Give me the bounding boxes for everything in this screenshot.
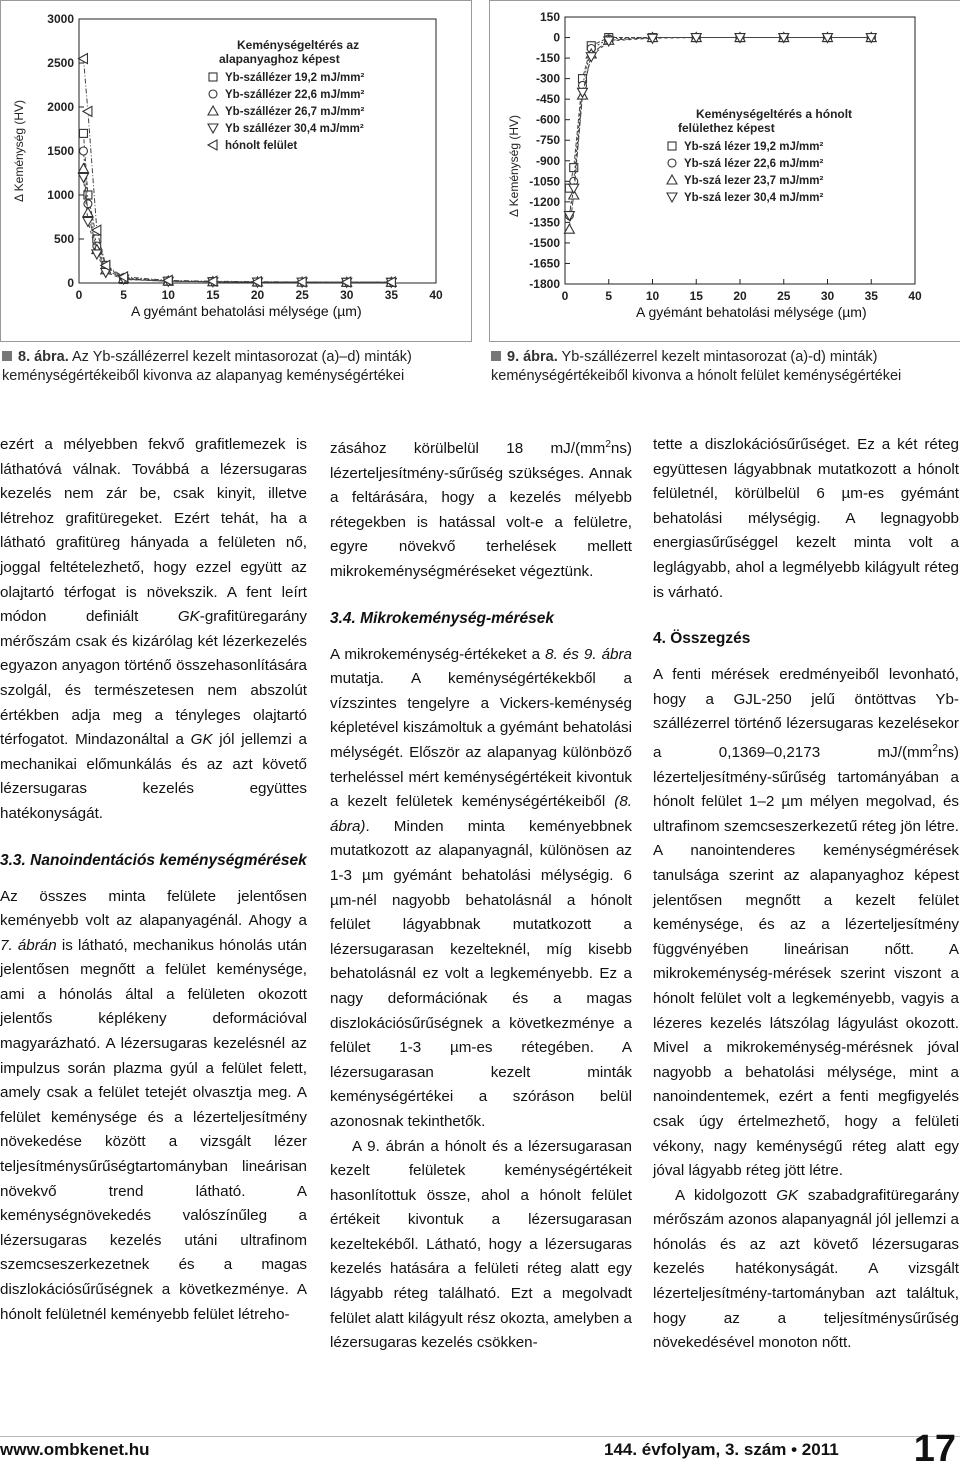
legend-marker	[208, 140, 217, 150]
x-tick-label: 25	[777, 289, 791, 303]
x-tick-label: 40	[429, 288, 443, 302]
superscript: 2	[605, 439, 611, 450]
text: ns) lézerteljesítmény-sűrűség szükséges. Annak a feltárására, hogy a kezelés mélyebb rétegekben is hatással volt-e a felületre, egyre növekvő terhelések mellett mikrokeménységméréseket végeztünk.	[330, 440, 632, 581]
text: A fenti mérések eredményeiből levonható, hogy a GJL-250 jelű öntöttvas Yb-szállézerrel történő lézersugaras kezelésekor a 0,1369–0,2173 mJ/(mm	[653, 666, 959, 761]
paragraph	[330, 643, 632, 1135]
legend-label: Yb-szá lezer 30,4 mJ/mm²	[684, 192, 824, 204]
x-tick-label: 20	[733, 289, 747, 303]
y-tick-label: -1500	[529, 235, 560, 250]
figure-8	[0, 0, 472, 342]
y-tick-label: -1050	[529, 174, 560, 189]
y-tick-label: 150	[539, 10, 560, 24]
y-tick-label: 1000	[47, 188, 74, 202]
x-tick-label: 0	[75, 288, 83, 302]
text-column-3	[653, 433, 959, 1356]
text: is látható, mechanikus hónolás után jelentősen megnőtt a felület keménysége, ami a hónolás által a felületen okozott jelentős képlékeny deformációval magyarázható. A lézersugaras kezelésnél az impulzus során plazma gyúl a felület felett, amely csak a felület tetejét olvasztja meg. A felület keménysége és a lézerteljesítmény növekedése között a vizsgált lézer teljesítménysűrűségtartományban lineárisan növekvő trend látható. A keménységnövekedés valószínűleg a lézersugaras kezelés utáni ultrafinom szemcseszerkezetnek és a magas diszlokációsűrűségnek a következménye. A hónolt felületnél keményebb felület létreho-	[0, 936, 308, 1323]
legend-marker	[668, 142, 676, 150]
section-heading-4: 4. Összegzés	[653, 630, 751, 648]
y-tick-label: -900	[535, 153, 560, 168]
figure-9	[489, 0, 960, 342]
paragraph	[330, 433, 632, 585]
figure-reference: 7. ábrán	[0, 936, 57, 954]
y-tick-label: 2500	[47, 56, 74, 70]
x-tick-label: 25	[295, 288, 309, 302]
data-point	[78, 164, 88, 173]
text: zásához körülbelül 18 mJ/(mm	[330, 440, 606, 458]
gk-term: GK	[776, 1186, 799, 1204]
y-tick-label: -750	[535, 133, 560, 148]
figure-8-chart	[1, 1, 471, 341]
figure-9-caption-text: Yb-szállézerrel kezelt mintasorozat (a)-d) minták) keménységértékeiből kivonva a hónolt felület keménységértékei	[491, 349, 902, 384]
figure-9-number: 9. ábra.	[507, 349, 558, 365]
x-tick-label: 0	[561, 289, 569, 303]
x-tick-label: 20	[250, 288, 265, 302]
superscript: 2	[932, 742, 938, 754]
x-tick-label: 15	[689, 289, 703, 303]
x-tick-label: 30	[820, 289, 835, 303]
legend-label: Yb-szállézer 26,7 mJ/mm²	[225, 106, 365, 118]
x-tick-label: 35	[864, 289, 878, 303]
y-axis-title: Δ Keménység (HV)	[507, 114, 521, 218]
text-column-1	[0, 433, 307, 1327]
text-column-2	[330, 433, 632, 1356]
legend-label: Yb szállézer 30,4 mJ/mm²	[225, 123, 364, 135]
x-tick-label: 30	[340, 288, 354, 302]
text: ns) lézerteljesítmény-sűrűség tartományában a hónolt felület 1–2 µm mélyen megolvad, és ultrafinom szemcseszerkezetű réteg jön létre. A nanointenderes keménységmérések tanulsága szerint az alapanyaghoz képest jelentősen megnőtt a kezelt felület keménysége, és az a lézerteljesítmény függvényében lineárisan nőtt. A mikrokeménység-mérések szerint viszont a hónolt felület volt a legkeményebb, vagyis a lézeres kezelés látszólag lágyulást okozott. Mivel a mikrokeménység-mérésnek jóval nagyobb a behatolási mélysége, mint a nanoindentemek, ezért a fenti megfigyelés csak úgy értelmezhető, hogy a felületi vékony, nagy keménységű réteg alatt egy jóval lágyabb réteg jött létre.	[653, 744, 959, 1180]
y-tick-label: 0	[67, 276, 74, 290]
data-point	[79, 129, 87, 137]
y-tick-label: -600	[535, 112, 560, 127]
legend-marker	[208, 106, 218, 115]
legend-marker	[209, 73, 217, 81]
figure-9-chart	[490, 1, 960, 341]
series-line	[83, 169, 391, 283]
paragraph	[653, 663, 959, 1184]
gk-term: GK	[177, 608, 200, 626]
paragraph	[653, 1184, 959, 1356]
page-footer	[0, 1428, 960, 1470]
legend-label: Yb-szállézer 19,2 mJ/mm²	[225, 72, 365, 84]
y-tick-label: 1500	[47, 144, 74, 158]
data-point	[83, 106, 92, 116]
footer-divider	[0, 1436, 960, 1437]
y-tick-label: 2000	[47, 100, 74, 114]
figure-8-x-axis-title: A gyémánt behatolási mélysége (µm)	[131, 303, 362, 319]
text: szabadgrafitüregarány mérőszám azonos alapanyagnál jól jellemzi a hónolás és az azt követő lézersugaras kezelés hatékonyságát. A vizsgált lézerteljesítmény-tartományban azt találtuk, hogy az a teljesítménysűrűség növekedésével monoton nőtt.	[653, 1186, 959, 1352]
text: Az összes minta felülete jelentősen keményebb volt az alapanyagénál. Ahogy a	[0, 887, 307, 930]
legend-label: hónolt felület	[225, 140, 298, 152]
data-point	[78, 54, 87, 64]
text: mutatja. A keménységértékekből a vízszintes tengelyre a Vickers-keménység képletével kiszámoltuk a gyémánt behatolási mélységét. Először az alapanyag különböző terheléssel mért keménységértékeit kivontuk a kezelt felületek keménységértékeiből	[330, 670, 632, 811]
chart-title: Keménységeltérés az alapanyaghoz képest	[219, 38, 360, 66]
section-heading-3-3: 3.3. Nanoindentációs keménységmérések	[0, 851, 307, 869]
section-heading-3-4: 3.4. Mikrokeménység-mérések	[330, 609, 555, 627]
data-point	[79, 147, 87, 155]
figure-9-x-axis-title: A gyémánt behatolási mélysége (µm)	[636, 304, 867, 320]
text: jól jellemzi a mechanikai előmunkálás és az azt követő lézersugaras kezelés együttes hatékonyságát.	[0, 731, 307, 822]
footer-issue: 144. évfolyam, 3. szám • 2011	[604, 1440, 839, 1459]
gk-term: GK	[190, 731, 213, 749]
y-tick-label: 0	[553, 30, 560, 45]
y-tick-label: -1650	[529, 256, 560, 271]
series-line	[83, 177, 391, 282]
legend-label: Yb-szá lézer 22,6 mJ/mm²	[684, 158, 824, 170]
legend-marker	[668, 159, 676, 167]
x-tick-label: 15	[206, 288, 220, 302]
series-line	[83, 133, 391, 282]
chart-title: Keménységeltérés a hónolt felülethez képest	[678, 107, 853, 135]
paragraph: tette a diszlokációsűrűséget. Ez a két réteg együttesen lágyabbnak mutatkozott a hónolt felületnél, körülbelül 6 µm-es gyémánt behatolási mélységig. A legnagyobb energiasűrűséggel kezelt minta volt a leglágyabb, ahol a legmélyebb kilágyult réteg is várható.	[653, 436, 959, 601]
text: A mikrokeménység-értékeket a	[330, 645, 546, 663]
caption-square-icon	[491, 351, 501, 361]
footer-website[interactable]: www.ombkenet.hu	[0, 1440, 150, 1459]
legend-marker	[667, 193, 677, 202]
figure-8-caption-text: Az Yb-szállézerrel kezelt mintasorozat (a)–d) minták) keménységértékeiből kivonva az alapanyag keménységértékei	[2, 349, 412, 384]
y-tick-label: -1200	[529, 194, 560, 209]
caption-square-icon	[2, 351, 12, 361]
y-tick-label: -450	[535, 92, 560, 107]
y-tick-label: -1350	[529, 215, 560, 230]
text: . Minden minta keményebbnek mutatkozott az alapanyagnál, különösen az 1-3 µm gyémánt behatolási mélységig. 6 µm-nél nagyobb behatolásnál a hónolt felület lágyabbnak mutatkozott a lézersugarasan kezelteknél, míg kisebb behatolásnál ez volt a legkeményebb. Ez a nagy deformációnak és a magas diszlokációsűrűségnek a következménye a felület 1-3 µm-es rétegében. A lézersugarasan kezelt minták keménységértékei a szóráson belül azonosnak tekinthetők.	[330, 817, 632, 1130]
data-point	[564, 224, 574, 233]
x-tick-label: 5	[605, 289, 613, 303]
text: ezért a mélyebben fekvő grafitlemezek is láthatóvá válnak. Továbbá a lézersugaras kezelés nem zár be, csak kinyit, illetve létrehoz grafitüregeket. Ezért tehát, ha a látható grafitüreg hányada a felületen nő, joggal feltételezhető, hogy ezzel együtt az olajtartó térfogat is növekszik. A fent leírt módon definiált	[0, 436, 307, 626]
text: -grafitüregarány mérőszám csak és kizárólag két lézerkezelés egyazon anyagon történő összehasonlítására szolgál, és természetesen nem abszolút értékben adja meg a tényleges olajtartó térfogatot. Mindazonáltal a	[0, 608, 307, 749]
paragraph	[0, 433, 307, 827]
x-tick-label: 10	[645, 289, 660, 303]
figure-reference: 8. és 9. ábra	[545, 645, 632, 663]
legend-marker	[209, 90, 217, 98]
text: A kidolgozott	[675, 1186, 777, 1204]
paragraph: A 9. ábrán a hónolt és a lézersugarasan kezelt felületek keménységértékeit hasonlítottuk össze, ahol a hónolt felület értékeit kivontuk a lézersugarasan kezeltekéből. Látható, hogy a lézersugaras kezelés hatására a felületi réteg alatt egy lágyabb réteg található. Ezt a megolvadt felület alatt kilágyult rész okozta, amelyben a lézersugaras kezelés csökken-	[330, 1137, 632, 1352]
legend-marker	[667, 175, 677, 184]
figure-8-caption	[2, 348, 472, 386]
figure-9-caption	[491, 348, 959, 386]
y-tick-label: -1800	[529, 277, 560, 291]
legend-marker	[208, 124, 218, 133]
paragraph	[0, 885, 307, 1328]
y-tick-label: -150	[535, 51, 560, 66]
x-tick-label: 35	[384, 288, 399, 302]
x-tick-label: 5	[120, 288, 127, 302]
y-tick-label: -300	[535, 71, 560, 86]
x-tick-label: 10	[161, 288, 175, 302]
y-tick-label: 3000	[47, 12, 74, 26]
y-axis-title: Δ Keménység (HV)	[12, 99, 26, 203]
figure-8-number: 8. ábra.	[18, 349, 69, 365]
legend-label: Yb-szá lézer 19,2 mJ/mm²	[684, 141, 824, 153]
legend-label: Yb-szállézer 22,6 mJ/mm²	[225, 89, 365, 101]
figure-reference: (8. ábra)	[330, 793, 632, 835]
y-tick-label: 500	[53, 232, 74, 246]
legend-label: Yb-szá lezer 23,7 mJ/mm²	[684, 175, 824, 187]
page-number: 17	[913, 1428, 956, 1470]
series-line	[83, 151, 391, 282]
x-tick-label: 40	[908, 289, 922, 303]
